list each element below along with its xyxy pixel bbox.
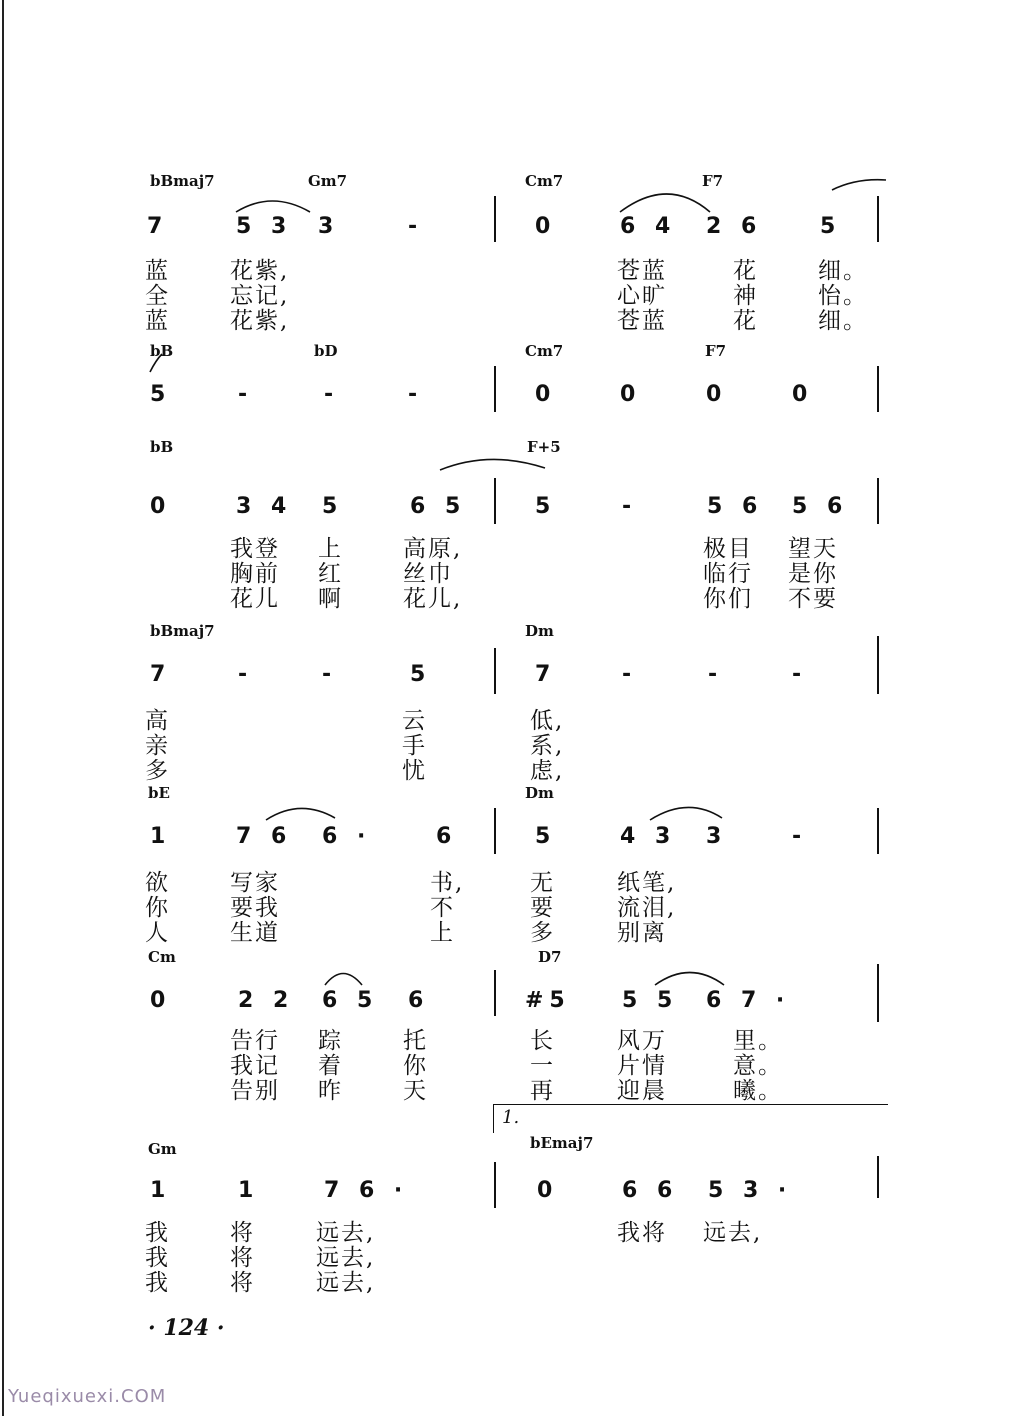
chord-symbol: bD <box>314 342 338 360</box>
note: 7 <box>150 662 172 687</box>
lyric: 你 <box>145 895 170 921</box>
lyric: 心旷 <box>617 283 667 309</box>
lyric: 系, <box>530 733 565 759</box>
lyric: 丝巾 <box>403 561 453 587</box>
lyric: 多 <box>530 920 555 946</box>
lyric: 告行 <box>230 1028 280 1054</box>
lyric: 远去, <box>316 1220 376 1246</box>
note: 6 6 <box>622 1178 679 1203</box>
slur <box>655 973 724 986</box>
lyric: 不 <box>430 895 455 921</box>
lyric: 人 <box>145 920 170 946</box>
note: 7 <box>535 662 557 687</box>
note: 5 <box>820 214 842 239</box>
lyric: 远去, <box>703 1220 763 1246</box>
lyric: 再 <box>530 1078 555 1104</box>
chord-symbol: Cm <box>148 948 176 966</box>
site-watermark: Yueqixuexi.COM <box>8 1386 167 1407</box>
note: #5 <box>525 988 571 1013</box>
chord-symbol: bB <box>150 438 174 456</box>
lyric: 片情 <box>617 1053 667 1079</box>
bar-line <box>494 366 496 412</box>
chord-symbol: Cm7 <box>525 172 564 190</box>
bar-line <box>877 636 879 694</box>
lyric: 蓝 <box>145 258 170 284</box>
note: - <box>708 662 724 687</box>
note: 6 5 <box>322 988 379 1013</box>
lyric: 蓝 <box>145 308 170 334</box>
lyric: 踪 <box>318 1028 343 1054</box>
note: 5 3 <box>236 214 293 239</box>
note: - <box>324 382 340 407</box>
bar-line <box>494 196 496 242</box>
lyric: 啊 <box>318 586 343 612</box>
lyric: 里。 <box>733 1028 783 1054</box>
lyric: 将 <box>230 1245 255 1271</box>
lyric: 我记 <box>230 1053 280 1079</box>
note: 7 6 · <box>324 1178 409 1203</box>
lyric: 我 <box>145 1220 170 1246</box>
slur <box>440 459 545 470</box>
note: - <box>238 662 254 687</box>
lyric: 远去, <box>316 1245 376 1271</box>
note: 0 <box>535 382 557 407</box>
lyric: 极目 <box>703 536 753 562</box>
note: 5 <box>410 662 432 687</box>
chord-symbol: bEmaj7 <box>530 1134 594 1152</box>
lyric: 纸笔, <box>617 870 677 896</box>
note: 0 <box>537 1178 559 1203</box>
bar-line <box>877 366 879 412</box>
note: 1 <box>150 1178 172 1203</box>
lyric: 花 <box>733 308 758 334</box>
lyric: 迎晨 <box>617 1078 667 1104</box>
lyric: 红 <box>318 561 343 587</box>
note: 0 <box>150 494 172 519</box>
note: 5 6 <box>707 494 764 519</box>
lyric: 天 <box>403 1078 428 1104</box>
note: 5 6 <box>792 494 849 519</box>
note: 5 <box>322 494 344 519</box>
lyric: 你 <box>403 1053 428 1079</box>
lyric: 低, <box>530 708 565 734</box>
note: 6 <box>436 824 458 849</box>
lyric: 写家 <box>230 870 280 896</box>
bar-line <box>877 808 879 854</box>
chord-symbol: bB <box>150 342 174 360</box>
slur <box>650 807 722 820</box>
note: 0 <box>535 214 557 239</box>
note: 0 <box>706 382 728 407</box>
lyric: 望天 <box>788 536 838 562</box>
note: - <box>792 662 808 687</box>
slur <box>325 974 362 986</box>
note: - <box>238 382 254 407</box>
chord-symbol: F7 <box>705 342 727 360</box>
note: 5 <box>535 824 557 849</box>
note: 6 7 · <box>706 988 791 1013</box>
bar-line <box>494 1162 496 1208</box>
lyric: 风万 <box>617 1028 667 1054</box>
note: 1 <box>150 824 172 849</box>
lyric: 上 <box>430 920 455 946</box>
note: - <box>408 214 424 239</box>
slur <box>620 194 710 212</box>
bar-line <box>877 1156 879 1198</box>
bar-line <box>877 196 879 242</box>
lyric: 长 <box>530 1028 555 1054</box>
note: 4 3 <box>620 824 677 849</box>
lyric: 你们 <box>703 586 753 612</box>
lyric: 我将 <box>617 1220 667 1246</box>
note: 7 6 <box>236 824 293 849</box>
lyric: 我 <box>145 1245 170 1271</box>
lyric: 苍蓝 <box>617 308 667 334</box>
note: - <box>622 494 638 519</box>
lyric: 是你 <box>788 561 838 587</box>
lyric: 亲 <box>145 733 170 759</box>
lyric: 细。 <box>818 308 868 334</box>
note: 5 <box>150 382 172 407</box>
lyric: 花儿, <box>403 586 463 612</box>
lyric: 虑, <box>530 758 565 784</box>
note: 6 · <box>322 824 372 849</box>
volta-bracket <box>493 1104 888 1133</box>
note: 3 <box>318 214 340 239</box>
chord-symbol: bBmaj7 <box>150 172 215 190</box>
note: 5 3 · <box>708 1178 793 1203</box>
lyric: 我登 <box>230 536 280 562</box>
note: 2 6 <box>706 214 763 239</box>
chord-symbol: Cm7 <box>525 342 564 360</box>
note: - <box>322 662 338 687</box>
lyric: 要 <box>530 895 555 921</box>
note: 0 <box>150 988 172 1013</box>
lyric: 苍蓝 <box>617 258 667 284</box>
slur <box>236 201 310 212</box>
chord-symbol: F+5 <box>527 438 561 456</box>
bar-line <box>494 478 496 524</box>
lyric: 多 <box>145 758 170 784</box>
chord-symbol: Gm7 <box>308 172 348 190</box>
chord-symbol: bBmaj7 <box>150 622 215 640</box>
note: 6 4 <box>620 214 677 239</box>
lyric: 书, <box>430 870 465 896</box>
lyric: 云 <box>402 708 427 734</box>
lyric: 手 <box>402 733 427 759</box>
lyric: 花 <box>733 258 758 284</box>
note: 5 5 <box>622 988 679 1013</box>
lyric: 远去, <box>316 1270 376 1296</box>
lyric: 托 <box>403 1028 428 1054</box>
bar-line <box>494 808 496 854</box>
note: - <box>408 382 424 407</box>
bar-line <box>877 478 879 524</box>
lyric: 一 <box>530 1053 555 1079</box>
note: 5 <box>535 494 557 519</box>
lyric: 流泪, <box>617 895 677 921</box>
lyric: 胸前 <box>230 561 280 587</box>
lyric: 我 <box>145 1270 170 1296</box>
page-number: · 124 · <box>148 1315 225 1341</box>
volta-label: 1. <box>502 1107 520 1128</box>
lyric: 怡。 <box>818 283 868 309</box>
lyric: 神 <box>733 283 758 309</box>
lyric: 将 <box>230 1220 255 1246</box>
lyric: 昨 <box>318 1078 343 1104</box>
lyric: 上 <box>318 536 343 562</box>
chord-symbol: bE <box>148 784 170 802</box>
lyric: 欲 <box>145 870 170 896</box>
lyric: 忧 <box>402 758 427 784</box>
chord-symbol: Dm <box>525 622 554 640</box>
lyric: 花紫, <box>230 308 290 334</box>
lyric: 曦。 <box>733 1078 783 1104</box>
chord-symbol: F7 <box>702 172 724 190</box>
lyric: 别离 <box>617 920 667 946</box>
note: 1 <box>238 1178 260 1203</box>
slur <box>266 808 335 820</box>
note: - <box>792 824 808 849</box>
note: 2 2 <box>238 988 295 1013</box>
note: 3 <box>706 824 728 849</box>
bar-line <box>494 970 496 1016</box>
lyric: 意。 <box>733 1053 783 1079</box>
lyric: 无 <box>530 870 555 896</box>
lyric: 着 <box>318 1053 343 1079</box>
lyric: 花紫, <box>230 258 290 284</box>
note: 0 <box>792 382 814 407</box>
lyric: 高 <box>145 708 170 734</box>
note: - <box>622 662 638 687</box>
note: 0 <box>620 382 642 407</box>
lyric: 生道 <box>230 920 280 946</box>
note: 7 <box>147 214 169 239</box>
chord-symbol: D7 <box>538 948 562 966</box>
lyric: 花儿 <box>230 586 280 612</box>
lyric: 不要 <box>788 586 838 612</box>
lyric: 高原, <box>403 536 463 562</box>
bar-line <box>494 648 496 694</box>
lyric: 细。 <box>818 258 868 284</box>
slur <box>832 180 886 190</box>
lyric: 全 <box>145 283 170 309</box>
lyric: 将 <box>230 1270 255 1296</box>
note: 6 5 <box>410 494 467 519</box>
note: 6 <box>408 988 430 1013</box>
lyric: 忘记, <box>230 283 290 309</box>
bar-line <box>877 964 879 1022</box>
chord-symbol: Dm <box>525 784 554 802</box>
lyric: 要我 <box>230 895 280 921</box>
chord-symbol: Gm <box>148 1140 177 1158</box>
lyric: 告别 <box>230 1078 280 1104</box>
note: 3 4 <box>236 494 293 519</box>
lyric: 临行 <box>703 561 753 587</box>
